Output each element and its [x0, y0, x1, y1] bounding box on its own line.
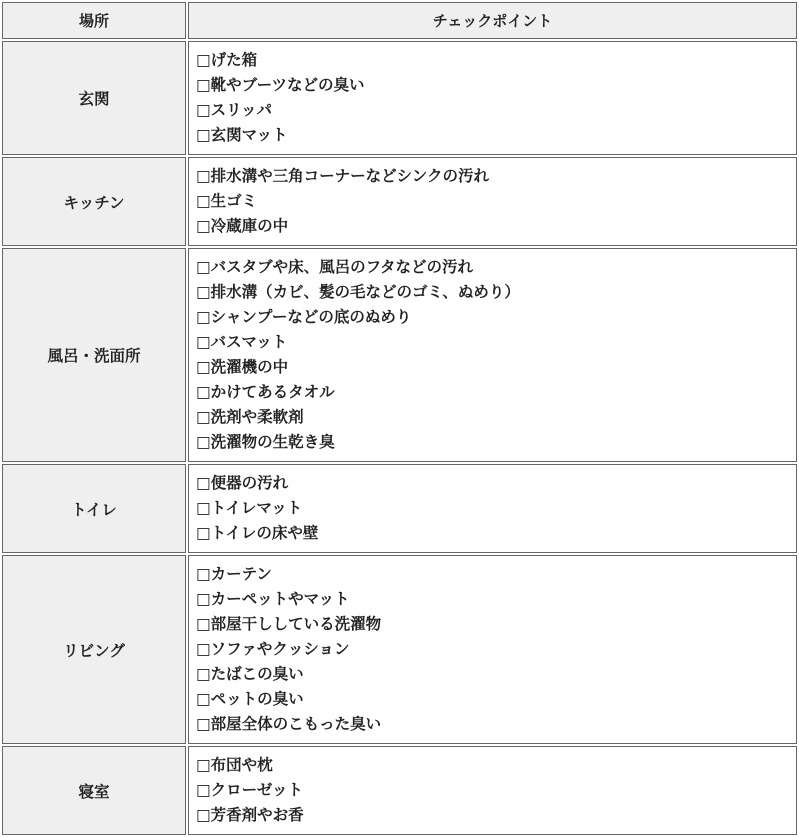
- checklist-cell: [188, 41, 797, 155]
- table-row: [2, 464, 797, 553]
- checklist-cell: [188, 248, 797, 462]
- checklist-item: □部屋干ししている洗濯物: [196, 615, 382, 633]
- table-row: [2, 248, 797, 462]
- checklist-item: □クローゼット: [196, 781, 304, 799]
- checklist-cell: [188, 157, 797, 246]
- table-row: [2, 746, 797, 835]
- checklist-item: □洗剤や柔軟剤: [196, 408, 304, 426]
- checklist-item: □バスマット: [196, 333, 288, 351]
- checklist-item: □洗濯物の生乾き臭: [196, 433, 335, 451]
- checklist-item: □洗濯機の中: [196, 358, 289, 376]
- header-row: [2, 2, 797, 39]
- checklist-item: □かけてあるタオル: [196, 383, 335, 401]
- checklist-item: □トイレの床や壁: [196, 524, 319, 542]
- checklist-cell: [188, 746, 797, 835]
- table-row: [2, 41, 797, 155]
- checklist-item: □部屋全体のこもった臭い: [196, 715, 382, 733]
- checklist-item: □生ゴミ: [196, 192, 258, 210]
- checklist-item: □スリッパ: [196, 101, 273, 119]
- table-row: [2, 555, 797, 744]
- place-cell: トイレ: [2, 464, 186, 553]
- checklist-item: □布団や枕: [196, 756, 273, 774]
- checklist-item: □玄関マット: [196, 126, 288, 144]
- checklist-item: □便器の汚れ: [196, 474, 289, 492]
- checklist-item: □靴やブーツなどの臭い: [196, 76, 365, 94]
- checklist-item: □ソファやクッション: [196, 640, 350, 658]
- checklist-cell: [188, 555, 797, 744]
- checklist-item: □げた箱: [196, 51, 258, 69]
- checklist-cell: [188, 464, 797, 553]
- checklist-item: □カーテン: [196, 565, 272, 583]
- place-cell: リビング: [2, 555, 186, 744]
- checklist-item: □バスタブや床、風呂のフタなどの汚れ: [196, 258, 474, 276]
- checklist-item: □カーペットやマット: [196, 590, 350, 608]
- table-row: [2, 157, 797, 246]
- header-checkpoints: チェックポイント: [188, 2, 797, 39]
- place-cell: キッチン: [2, 157, 186, 246]
- place-cell: 風呂・洗面所: [2, 248, 186, 462]
- place-cell: 玄関: [2, 41, 186, 155]
- checklist-item: □ペットの臭い: [196, 690, 304, 708]
- checklist-item: □シャンプーなどの底のぬめり: [196, 308, 412, 326]
- checklist-item: □冷蔵庫の中: [196, 217, 289, 235]
- checklist-item: □たばこの臭い: [196, 665, 304, 683]
- checklist-item: □排水溝や三角コーナーなどシンクの汚れ: [196, 167, 489, 185]
- checklist-item: □芳香剤やお香: [196, 806, 304, 824]
- place-cell: 寝室: [2, 746, 186, 835]
- checklist-item: □排水溝（カビ、髪の毛などのゴミ、ぬめり）: [196, 283, 520, 301]
- checklist-item: □トイレマット: [196, 499, 303, 517]
- header-place: 場所: [2, 2, 186, 39]
